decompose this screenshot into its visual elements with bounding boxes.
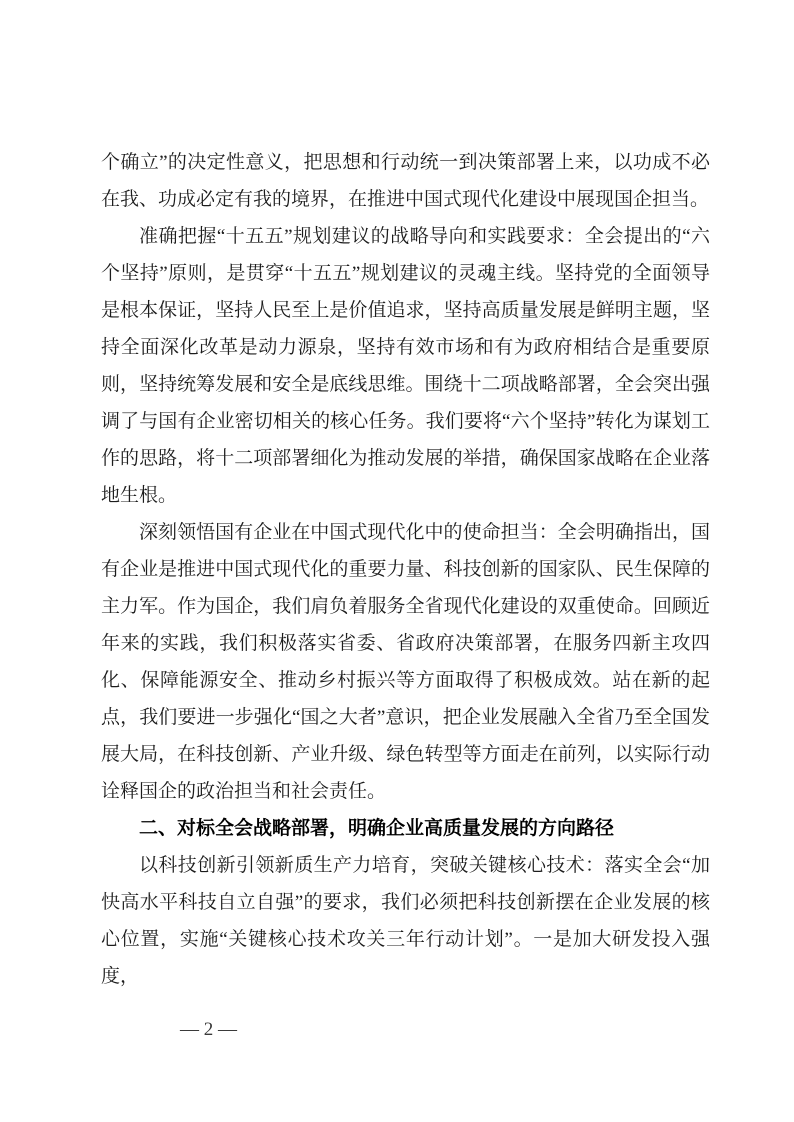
paragraph: 准确把握“十五五”规划建议的战略导向和实践要求：全会提出的“六个坚持”原则，是贯穿“十五五”规划建议的灵魂主线。坚持党的全面领导是根本保证，坚持人民至上是价值追求，坚持高质量发展是鲜明主题，坚持全面深化改革是动力源泉，坚持有效市场和有为政府相结合是重要原则，坚持统筹发展和安全是底线思维。围绕十二项战略部署，全会突出强调了与国有企业密切相关的核心任务。我们要将“六个坚持”转化为谋划工作的思路，将十二项部署细化为推动发展的举措，确保国家战略在企业落地生根。 (101, 226, 710, 506)
section-heading: 二、对标全会战略部署，明确企业高质量发展的方向路径 (139, 818, 615, 839)
paragraph: 以科技创新引领新质生产力培育，突破关键核心技术：落实全会“加快高水平科技自立自强”的要求，我们必须把科技创新摆在企业发展的核心位置，实施“关键核心技术攻关三年行动计划”。一是加大研发投入强度， (101, 855, 710, 987)
paragraph-continuation: 个确立”的决定性意义，把思想和行动统一到决策部署上来，以功成不必在我、功成必定有我的境界，在推进中国式现代化建设中展现国企担当。 (101, 152, 710, 210)
page-number: — 2 — (180, 1019, 237, 1040)
paragraph: 深刻领悟国有企业在中国式现代化中的使命担当：全会明确指出，国有企业是推进中国式现代化的重要力量、科技创新的国家队、民生保障的主力军。作为国企，我们肩负着服务全省现代化建设的双重使命。回顾近年来的实践，我们积极落实省委、省政府决策部署，在服务四新主攻四化、保障能源安全、推动乡村振兴等方面取得了积极成效。站在新的起点，我们要进一步强化“国之大者”意识，把企业发展融入全省乃至全国发展大局，在科技创新、产业升级、绿色转型等方面走在前列，以实际行动诠释国企的政治担当和社会责任。 (101, 522, 710, 802)
document-body (101, 144, 710, 995)
